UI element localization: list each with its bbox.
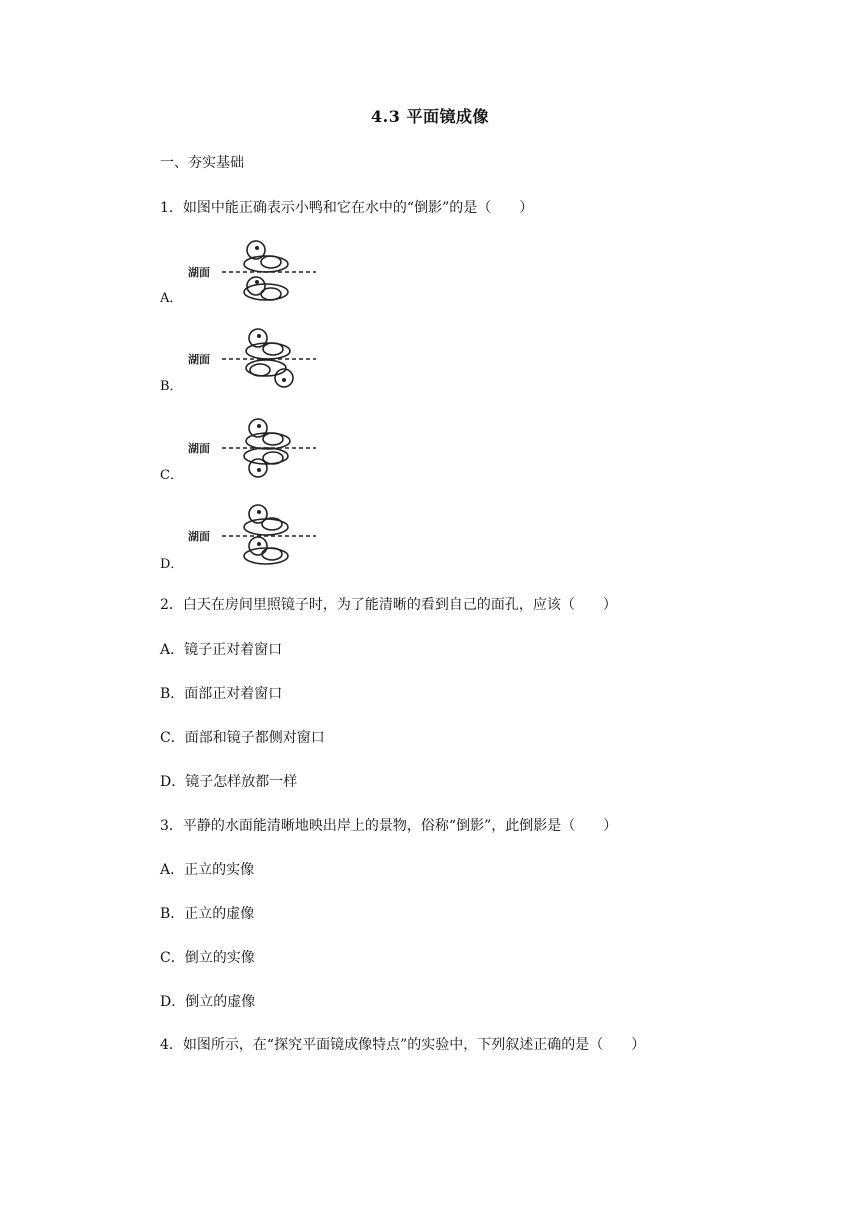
lake-surface-label: 湖面 <box>188 266 210 279</box>
question-2-option-b: B．面部正对着窗口 <box>160 686 283 702</box>
page-title: 4.3 平面镜成像 <box>371 107 489 126</box>
duck-reflection-diagram-a <box>186 236 318 304</box>
duck-figure-d <box>186 500 318 568</box>
lake-surface-label: 湖面 <box>188 353 210 366</box>
duck-figure-b <box>186 324 318 392</box>
question-1-option-c: C． <box>160 468 183 483</box>
section-heading: 一、夯实基础 <box>160 155 244 171</box>
question-4-stem: 4．如图所示，在“探究平面镜成像特点”的实验中，下列叙述正确的是（ ） <box>160 1037 646 1053</box>
duck-reflection-diagram-c <box>186 412 318 480</box>
question-2-stem: 2．白天在房间里照镜子时，为了能清晰的看到自己的面孔，应该（ ） <box>160 597 617 613</box>
question-1-option-d: D． <box>160 557 184 572</box>
question-3-option-b: B．正立的虚像 <box>160 906 255 922</box>
question-2-option-c: C．面部和镜子都侧对窗口 <box>160 730 325 746</box>
question-1-stem: 1．如图中能正确表示小鸭和它在水中的“倒影”的是（ ） <box>160 200 534 216</box>
duck-reflection-diagram-b <box>186 324 318 392</box>
question-1-option-b: B． <box>160 379 183 394</box>
question-1-option-a: A． <box>160 291 183 306</box>
duck-figure-c <box>186 412 318 480</box>
lake-surface-label: 湖面 <box>188 530 210 543</box>
lake-surface-label: 湖面 <box>188 442 210 455</box>
duck-figure-a <box>186 236 318 304</box>
question-3-stem: 3．平静的水面能清晰地映出岸上的景物，俗称“倒影”，此倒影是（ ） <box>160 818 618 834</box>
question-2-option-d: D．镜子怎样放都一样 <box>160 774 298 790</box>
question-3-option-a: A．正立的实像 <box>160 862 255 878</box>
question-3-option-c: C．倒立的实像 <box>160 950 255 966</box>
question-2-option-a: A．镜子正对着窗口 <box>160 642 283 658</box>
duck-reflection-diagram-d <box>186 500 318 568</box>
question-3-option-d: D．倒立的虚像 <box>160 994 256 1010</box>
